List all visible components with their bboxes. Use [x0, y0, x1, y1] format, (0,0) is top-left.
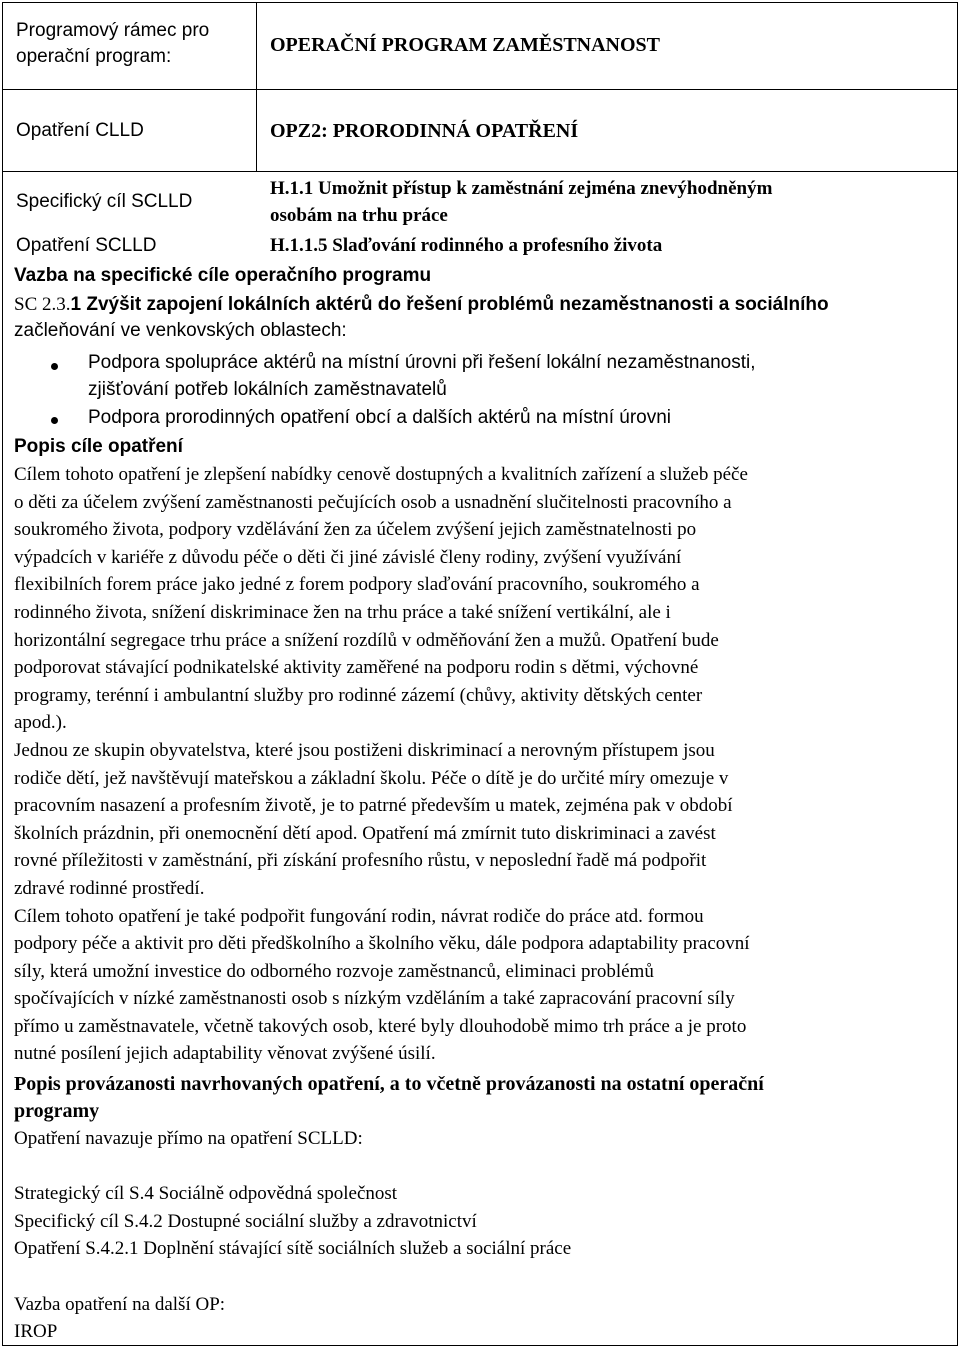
bullet2: Podpora prorodinných opatření obcí a dalších aktérů na místní úrovni: [88, 407, 672, 428]
operational-programme-name: OPERAČNÍ PROGRAM ZAMĚSTNANOST: [270, 34, 661, 56]
sclld-measure-label: Opatření SCLLD: [16, 235, 157, 256]
specific-goal-label: Specifický cíl SCLLD: [16, 191, 193, 212]
provazanost-heading-line2: programy: [14, 1100, 100, 1122]
popis-p1-line: programy, terénní i ambulantní služby pro rodinné zázemí (chůvy, aktivity dětských center: [14, 684, 703, 706]
popis-p1-line: apod.).: [14, 712, 67, 734]
column-divider: [256, 2, 257, 172]
popis-p1-line: Cílem tohoto opatření je zlepšení nabídky cenově dostupných a kvalitních zařízení a služeb péče: [14, 464, 748, 485]
sc-line2: začleňování ve venkovských oblastech:: [14, 320, 347, 341]
program-frame-label-line2: operační program:: [16, 46, 172, 67]
popis-p2-line: Jednou ze skupin obyvatelstva, které jsou postiženi diskriminací a nerovným přístupem jsou: [14, 739, 715, 761]
measure: Opatření S.4.2.1 Doplnění stávající sítě sociálních služeb a sociální práce: [14, 1238, 572, 1259]
popis-p2-line: rovné příležitosti v zaměstnání, při získání profesního růstu, v neposlední řadě má podpořit: [14, 850, 707, 872]
provazanost-intro: Opatření navazuje přímo na opatření SCLLD:: [14, 1128, 363, 1149]
sc-line1-visible: 1 Zvýšit zapojení lokálních aktérů do řešení problémů nezaměstnanosti a sociálního: [70, 294, 829, 315]
bullet-dot-2: [51, 417, 58, 424]
popis-p3-line: podpory péče a aktivit pro děti předškolního a školního věku, dále podpora adaptability pracovní: [14, 933, 750, 955]
popis-p1-line: horizontální segregace trhu práce a snížení rozdílů v odměňování žen a mužů. Opatření bude: [14, 629, 719, 651]
popis-p2-line: rodiče dětí, jež navštěvují mateřskou a základní školu. Péče o dítě je do určité míry omezuje v: [14, 767, 729, 789]
popis-heading: Popis cíle opatření: [14, 436, 183, 457]
popis-p2-line: školních prázdnin, při onemocnění dětí apod. Opatření má zmírnit tuto diskriminaci a zavést: [14, 822, 716, 844]
specific-goal: Specifický cíl S.4.2 Dostupné sociální služby a zdravotnictví: [14, 1211, 477, 1232]
popis-p3-line: síly, která umožní investice do odborného rozvoje zaměstnanců, eliminaci problémů: [14, 960, 654, 982]
popis-paragraph-1: [14, 461, 946, 1068]
provazanost-heading-line1: Popis provázanosti navrhovaných opatření, a to včetně provázanosti na ostatní operační: [14, 1073, 764, 1095]
specific-goal-value-line1: H.1.1 Umožnit přístup k zaměstnání zejména znevýhodněným: [270, 178, 773, 199]
strategic-goal: Strategický cíl S.4 Sociálně odpovědná společnost: [14, 1183, 398, 1204]
popis-p1-line: podporovat stávající podnikatelské aktivity zaměřené na podporu rodin s dětmi, výchovné: [14, 657, 699, 679]
popis-p3-line: nutné posílení jejich adaptability věnovat zvýšené úsilí.: [14, 1043, 436, 1065]
clld-measure-label: Opatření CLLD: [16, 120, 144, 141]
specific-goal-value-line2: osobám na trhu práce: [270, 205, 448, 226]
clld-measure-value: OPZ2: PRORODINNÁ OPATŘENÍ: [270, 120, 579, 142]
other-op-label: Vazba opatření na další OP:: [14, 1294, 226, 1315]
popis-p1-line: flexibilních forem práce jako jedné z forem podpory slaďování pracovního, soukromého a: [14, 574, 700, 596]
popis-p1-line: soukromého života, podpory vzdělávání žen za účelem zvýšení jejich zaměstnatelnosti po: [14, 519, 697, 541]
popis-p3-line: Cílem tohoto opatření je také podpořit fungování rodin, návrat rodiče do práce atd. formou: [14, 905, 704, 927]
popis-p1-line: rodinného života, snížení diskriminace žen na trhu práce a také snížení vertikální, ale i: [14, 601, 671, 623]
popis-p3-line: přímo u zaměstnavatele, včetně takových osob, které byly dlouhodobě mimo trh práce a je proto: [14, 1015, 747, 1037]
sclld-measure-value: H.1.1.5 Slaďování rodinného a profesního života: [270, 235, 663, 256]
program-frame-label-line1: Programový rámec pro: [16, 20, 210, 41]
bullet1-line1: Podpora spolupráce aktérů na místní úrovni při řešení lokální nezaměstnanosti,: [88, 352, 756, 373]
popis-p2-line: pracovním nasazení a profesním životě, je to patrné především u matek, zejména pak v období: [14, 795, 733, 817]
popis-p1-line: o děti za účelem zvýšení zaměstnanosti pečujících osob a usnadnění slučitelnosti pracovního a: [14, 491, 732, 513]
bullet1-line2: zjišťování potřeb lokálních zaměstnavatelů: [88, 379, 447, 400]
other-op-value: IROP: [14, 1321, 58, 1342]
popis-p2-line: zdravé rodinné prostředí.: [14, 877, 205, 899]
popis-p3-line: spočívajících v nízké zaměstnanosti osob s nízkým vzděláním a také zapracování pracovní síly: [14, 988, 735, 1010]
bullet-dot-1: [51, 363, 58, 370]
sc-line1: SC 2.3.1 Zvýšit zapojení lokálních aktérů do řešení problémů nezaměstnanosti a sociálního: [14, 294, 829, 315]
vazba-heading: Vazba na specifické cíle operačního programu: [14, 265, 432, 286]
popis-p1-line: výpadcích v kariéře z důvodu péče o děti či jiné závislé členy rodiny, zvýšení využívání: [14, 546, 682, 568]
